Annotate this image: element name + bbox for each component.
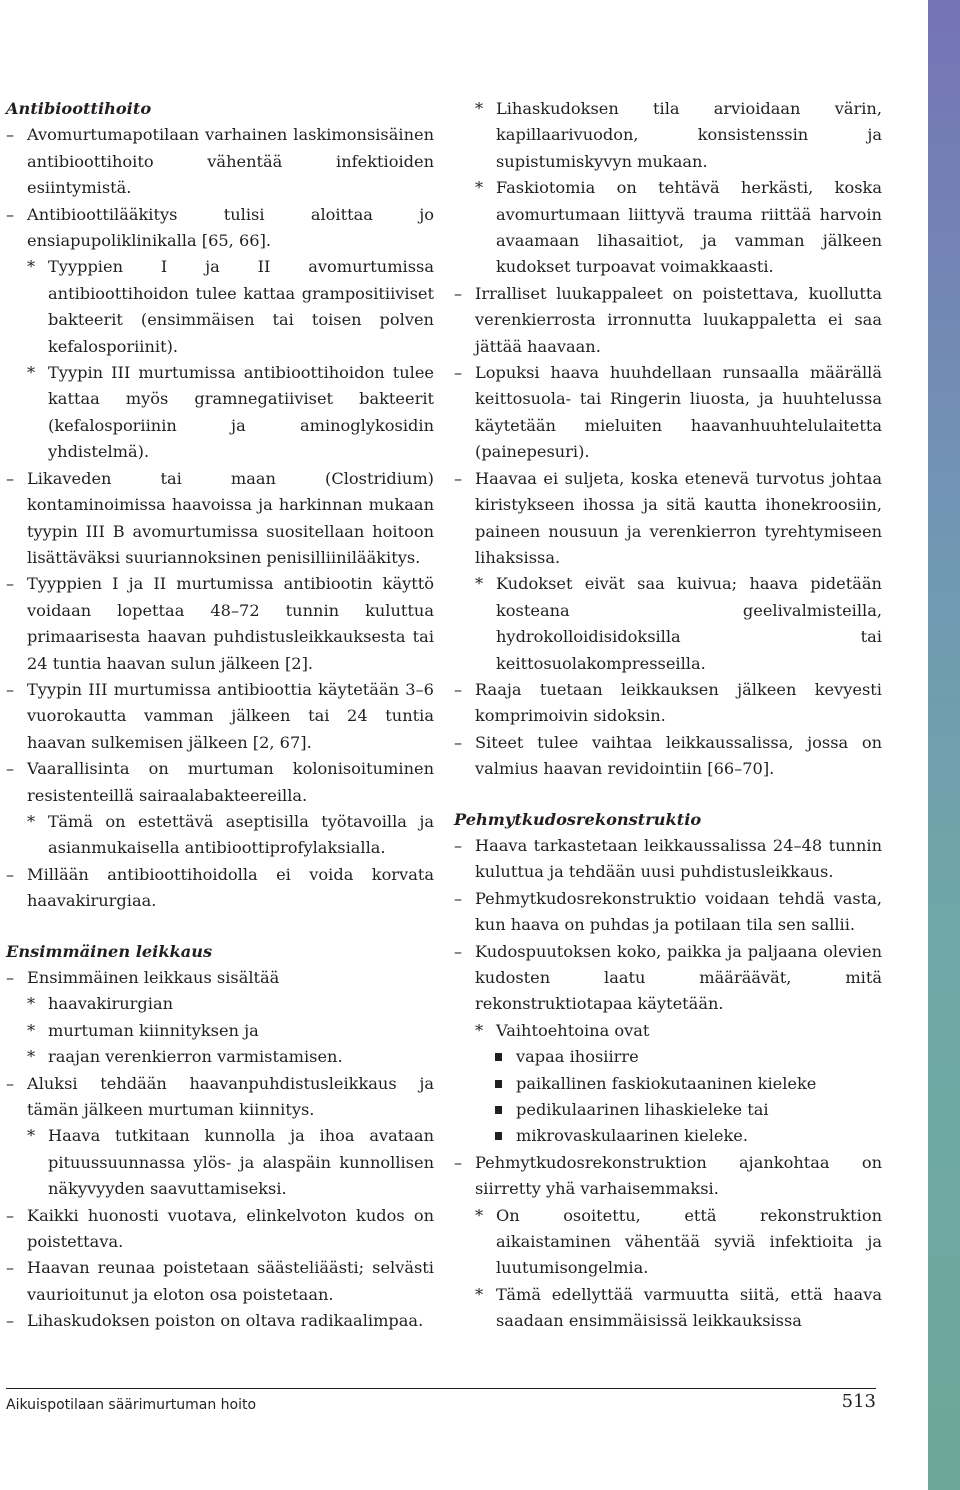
- heading-ensimmainen-leikkaus: Ensimmäinen leikkaus: [6, 941, 213, 961]
- star-marker: *: [475, 1205, 484, 1225]
- dash-marker: –: [454, 468, 463, 488]
- square-bullet-icon: [495, 1132, 502, 1140]
- sub-list-item: * Tämä on estettävä aseptisilla työtavoilla ja asianmukaisella antibioottiprofylaksialla.: [6, 809, 434, 862]
- list-item: – Vaarallisinta on murtuman kolonisoituminen resistenteillä sairaalabakteereilla.: [6, 756, 434, 809]
- list-item: – Kaikki huonosti vuotava, elinkelvoton kudos on poistettava.: [6, 1203, 434, 1256]
- star-marker: *: [27, 257, 36, 277]
- star-marker: *: [27, 1020, 36, 1040]
- running-title: Aikuispotilaan säärimurtuman hoito: [6, 1397, 257, 1413]
- square-bullet-icon: [495, 1106, 502, 1114]
- dash-marker: –: [6, 679, 15, 699]
- page-footer: [6, 1388, 876, 1417]
- bullet-item: vapaa ihosiirre: [454, 1044, 882, 1070]
- dash-marker: –: [6, 468, 15, 488]
- list-item: – Aluksi tehdään haavanpuhdistusleikkaus ja tämän jälkeen murtuman kiinnitys.: [6, 1071, 434, 1124]
- bullet-item: pedikulaarinen lihaskieleke tai: [454, 1097, 882, 1123]
- sub-list-item: * Haava tutkitaan kunnolla ja ihoa avataan pituussuunnassa ylös- ja alaspäin kunnollisen näkyvyyden saavuttamiseksi.: [6, 1123, 434, 1202]
- star-marker: *: [475, 1020, 484, 1040]
- dash-marker: –: [6, 204, 15, 224]
- list-item: – Lihaskudoksen poiston on oltava radikaalimpaa.: [6, 1308, 434, 1334]
- sub-list-item: * Vaihtoehtoina ovat: [454, 1018, 882, 1044]
- left-column: [6, 96, 434, 1335]
- dash-marker: –: [6, 574, 15, 594]
- dash-marker: –: [454, 363, 463, 383]
- list-item: – Haavaa ei suljeta, koska etenevä turvotus johtaa kiristykseen ihossa ja sitä kautta ihonekroosiin, paineen nousuun ja verenkierron tyrehtymiseen lihaksissa.: [454, 466, 882, 572]
- list-item: – Millään antibioottihoidolla ei voida korvata haavakirurgiaa.: [6, 862, 434, 915]
- sub-list-item: * haavakirurgian: [6, 991, 434, 1017]
- dash-marker: –: [454, 941, 463, 961]
- dash-marker: –: [6, 864, 15, 884]
- sub-list-item: * Tyyppien I ja II avomurtumissa antibioottihoidon tulee kattaa grampositiiviset bakteerit (ensimmäisen tai toisen polven kefalosporiinit).: [6, 254, 434, 360]
- right-column: [454, 96, 882, 1335]
- star-marker: *: [27, 1047, 36, 1067]
- list-item: – Raaja tuetaan leikkauksen jälkeen kevyesti komprimoivin sidoksin.: [454, 677, 882, 730]
- star-marker: *: [475, 178, 484, 198]
- star-marker: *: [27, 363, 36, 383]
- list-item: – Siteet tulee vaihtaa leikkaussalissa, jossa on valmius haavan revidointiin [66–70].: [454, 730, 882, 783]
- heading-antibioottihoito: Antibioottihoito: [6, 99, 152, 118]
- list-item: – Lopuksi haava huuhdellaan runsaalla määrällä keittosuola- tai Ringerin liuosta, ja huuhtelussa käytetään mieluiten haavanhuuhtelulaitetta (painepesuri).: [454, 360, 882, 466]
- star-marker: *: [27, 1126, 36, 1146]
- list-item: – Haavan reunaa poistetaan säästeliäästi; selvästi vaurioitunut ja eloton osa poistetaan.: [6, 1255, 434, 1308]
- list-item: – Pehmytkudosrekonstruktion ajankohtaa on siirretty yhä varhaisemmaksi.: [454, 1150, 882, 1203]
- square-bullet-icon: [495, 1053, 502, 1061]
- dash-marker: –: [6, 1073, 15, 1093]
- dash-marker: –: [6, 1258, 15, 1278]
- star-marker: *: [475, 99, 484, 118]
- dash-marker: –: [454, 1152, 463, 1172]
- dash-marker: –: [454, 888, 463, 908]
- list-item: – Tyypin III murtumissa antibioottia käytetään 3–6 vuorokautta vamman jälkeen tai 24 tuntia haavan sulkemisen jälkeen [2, 67].: [6, 677, 434, 756]
- star-marker: *: [27, 811, 36, 831]
- dash-marker: –: [6, 1311, 15, 1331]
- heading-pehmytkudosrekonstruktio: Pehmytkudosrekonstruktio: [454, 809, 702, 829]
- list-item: – Kudospuutoksen koko, paikka ja paljaana olevien kudosten laatu määräävät, mitä rekonstruktiotapaa käytetään.: [454, 939, 882, 1018]
- dash-marker: –: [454, 679, 463, 699]
- dash-marker: –: [6, 1205, 15, 1225]
- dash-marker: –: [6, 968, 15, 987]
- dash-marker: –: [6, 125, 15, 145]
- star-marker: *: [475, 574, 484, 594]
- dash-marker: –: [454, 835, 463, 855]
- list-item: – Likaveden tai maan (Clostridium) kontaminoimissa haavoissa ja harkinnan mukaan tyypin III B avomurtumissa suositellaan hoitoon lisättäväksi suuriannoksinen penisilliinilääkitys.: [6, 466, 434, 572]
- sub-list-item: * Lihaskudoksen tila arvioidaan värin, kapillaarivuodon, konsistenssin ja supistumiskyvyn mukaan.: [454, 96, 882, 175]
- list-item: – Avomurtumapotilaan varhainen laskimonsisäinen antibioottihoito vähentää infektioiden esiintymistä.: [6, 122, 434, 201]
- list-item: – Haava tarkastetaan leikkaussalissa 24–48 tunnin kuluttua ja tehdään uusi puhdistusleikkaus.: [454, 833, 882, 886]
- dash-marker: –: [6, 759, 15, 779]
- page-number: 513: [841, 1391, 876, 1412]
- list-item: – Ensimmäinen leikkaus sisältää: [6, 965, 434, 991]
- list-item: – Pehmytkudosrekonstruktio voidaan tehdä vasta, kun haava on puhdas ja potilaan tila sen sallii.: [454, 886, 882, 939]
- star-marker: *: [27, 994, 36, 1014]
- sub-list-item: * Tyypin III murtumissa antibioottihoidon tulee kattaa myös gramnegatiiviset bakteerit (kefalosporiinin ja aminoglykosidin yhdistelmä).: [6, 360, 434, 466]
- square-bullet-icon: [495, 1080, 502, 1088]
- star-marker: *: [475, 1284, 484, 1304]
- sub-list-item: * murtuman kiinnityksen ja: [6, 1018, 434, 1044]
- dash-marker: –: [454, 283, 463, 303]
- sub-list-item: * Tämä edellyttää varmuutta siitä, että haava saadaan ensimmäisissä leikkauksissa: [454, 1282, 882, 1335]
- sub-list-item: * On osoitettu, että rekonstruktion aikaistaminen vähentää syviä infektioita ja luutumisongelmia.: [454, 1203, 882, 1282]
- dash-marker: –: [454, 732, 463, 752]
- sub-list-item: * Faskiotomia on tehtävä herkästi, koska avomurtumaan liittyvä trauma riittää harvoin avaamaan lihasaitiot, ja vamman jälkeen kudokset turpoavat voimakkaasti.: [454, 175, 882, 281]
- list-item: – Tyyppien I ja II murtumissa antibiootin käyttö voidaan lopettaa 48–72 tunnin kuluttua primaarisesta haavan puhdistusleikkauksesta tai 24 tuntia haavan sulun jälkeen [2].: [6, 571, 434, 677]
- sub-list-item: * Kudokset eivät saa kuivua; haava pidetään kosteana geelivalmisteilla, hydrokolloidisidoksilla tai keittosuolakompresseilla.: [454, 571, 882, 677]
- list-item: – Irralliset luukappaleet on poistettava, kuollutta verenkierrosta irronnutta luukappaletta ei saa jättää haavaan.: [454, 281, 882, 360]
- bullet-item: mikrovaskulaarinen kieleke.: [454, 1123, 882, 1149]
- list-item: – Antibioottilääkitys tulisi aloittaa jo ensiapupoliklinikalla [65, 66].: [6, 202, 434, 255]
- sub-list-item: * raajan verenkierron varmistamisen.: [6, 1044, 434, 1070]
- bullet-item: paikallinen faskiokutaaninen kieleke: [454, 1071, 882, 1097]
- edge-color-stripe: [928, 0, 960, 1490]
